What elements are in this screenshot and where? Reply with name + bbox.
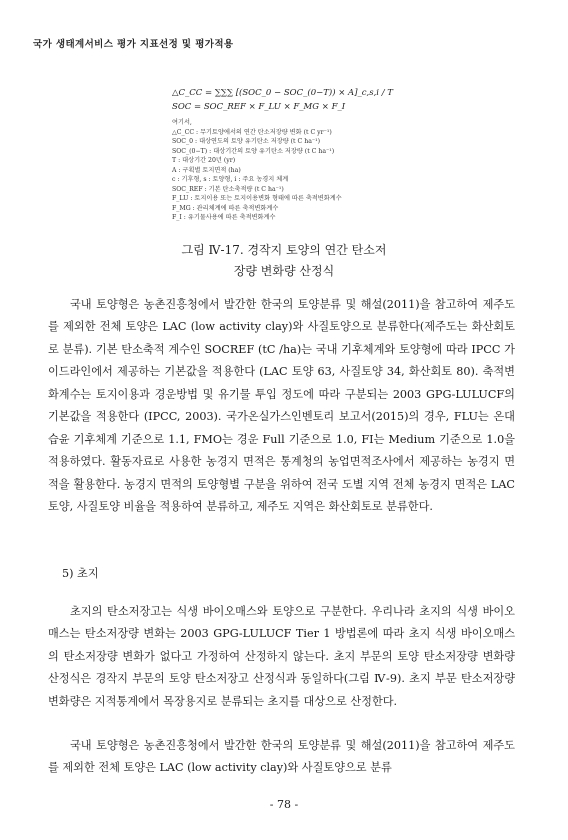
definition-item: F_I : 유기물사용에 따른 축적변화계수 <box>172 214 276 222</box>
definition-item: F_MG : 관리체계에 따른 축적변화계수 <box>172 204 279 212</box>
running-header: 국가 생태계서비스 평가 지표선정 및 평가적용 <box>33 39 234 50</box>
page-number: - 78 - <box>269 798 299 811</box>
section-heading-grassland: 5) 초지 <box>62 567 99 580</box>
definition-item: T : 대상기간 20년 (yr) <box>172 157 236 165</box>
definitions-intro: 여기서, <box>172 119 192 126</box>
body-paragraph-soil-types: 국내 토양형은 농촌진흥청에서 발간한 한국의 토양분류 및 해설(2011)을 참고하여 제주도를 제외한 전체 토양은 LAC (low activity clay)와 사질토양으로 분류한다(제주도는 화산회토로 분류). 기본 탄소축적 계수인 SOCREF (tC /ha)는 국내 기후체계와 토양형에 따라 IPCC 가이드라인에서 제공하는 기본값을 적용한다 (LAC 토양 63, 사질토양 34, 화산회토 80). 축적변화계수는 토지이용과 경운방법 및 유기물 투입 정도에 따라 구분되는 2003 GPG-LULUCF의 기본값을 적용한다 (IPCC, 2003). 국가온실가스인벤토리 보고서(2015)의 경우, FLU는 온대습윤 기후체계 기준으로 1.1, FMO는 경운 Full 기준으로 1.0, FI는 Medium 기준으로 1.0을 적용하였다. 활동자료로 사용한 농경지 면적은 통계청의 농업면적조사에서 제공하는 농경지 면적을 활용한다. 농경지 면적의 토양형별 구분을 위하여 전국 도별 지역 전체 농경지 면적은 LAC 토양, 사질토양 비율을 적용하여 분류하고, 제주도 지역은 화산회토로 분류한다. <box>48 298 515 514</box>
definition-item: F_LU : 토지이용 또는 토지이용변화 형태에 따른 축적변화계수 <box>172 195 342 203</box>
definition-item: △C_CC : 무기토양에서의 연간 탄소저장량 변화 (t C yr⁻¹) <box>172 128 332 136</box>
definition-item: A : 구획별 토지면적 (ha) <box>172 166 241 174</box>
definition-item: SOC_0 : 대상연도의 토양 유기탄소 저장량 (t C ha⁻¹) <box>172 138 321 146</box>
definition-item: SOC_(0−T) : 대상기간의 토양 유기탄소 저장량 (t C ha⁻¹) <box>172 147 335 155</box>
figure-caption-line2: 장량 변화량 산정식 <box>233 264 335 278</box>
body-paragraph-grassland: 초지의 탄소저장고는 식생 바이오매스와 토양으로 구분한다. 우리나라 초지의 식생 바이오매스는 탄소저장량 변화는 2003 GPG-LULUCF Tier 1 방법론에 따라 초지 식생 바이오매스의 탄소저장량 변화가 없다고 가정하여 산정하지 않는다. 초지 부문의 토양 탄소저장량 변화량 산정식은 경작지 부문의 토양 탄소저장고 산정식과 동일하다(그림 Ⅳ-9). 초지 부문 탄소저장량 변화량은 지적통계에서 목장용지로 분류되는 초지를 대상으로 산정한다. <box>48 605 515 708</box>
definition-item: c : 기후형, s : 토양형, i : 주요 농경지 체계 <box>172 176 289 184</box>
variable-definitions <box>172 118 342 223</box>
figure-caption-line1: 그림 Ⅳ-17. 경작지 토양의 연간 탄소저 <box>181 243 387 257</box>
definition-item: SOC_REF : 기본 탄소축적량 (t C ha⁻¹) <box>172 185 284 193</box>
body-paragraph-soil-types-repeat: 국내 토양형은 농촌진흥청에서 발간한 한국의 토양분류 및 해설(2011)을 참고하여 제주도를 제외한 전체 토양은 LAC (low activity clay)와 사질토양으로 분류 <box>48 739 515 775</box>
equation-soc: SOC = SOC_REF × F_LU × F_MG × F_I <box>172 102 346 112</box>
equation-carbon-change: △C_CC = ∑∑∑ [(SOC_0 − SOC_(0−T)) × A]_c,s,i / T <box>172 88 393 98</box>
